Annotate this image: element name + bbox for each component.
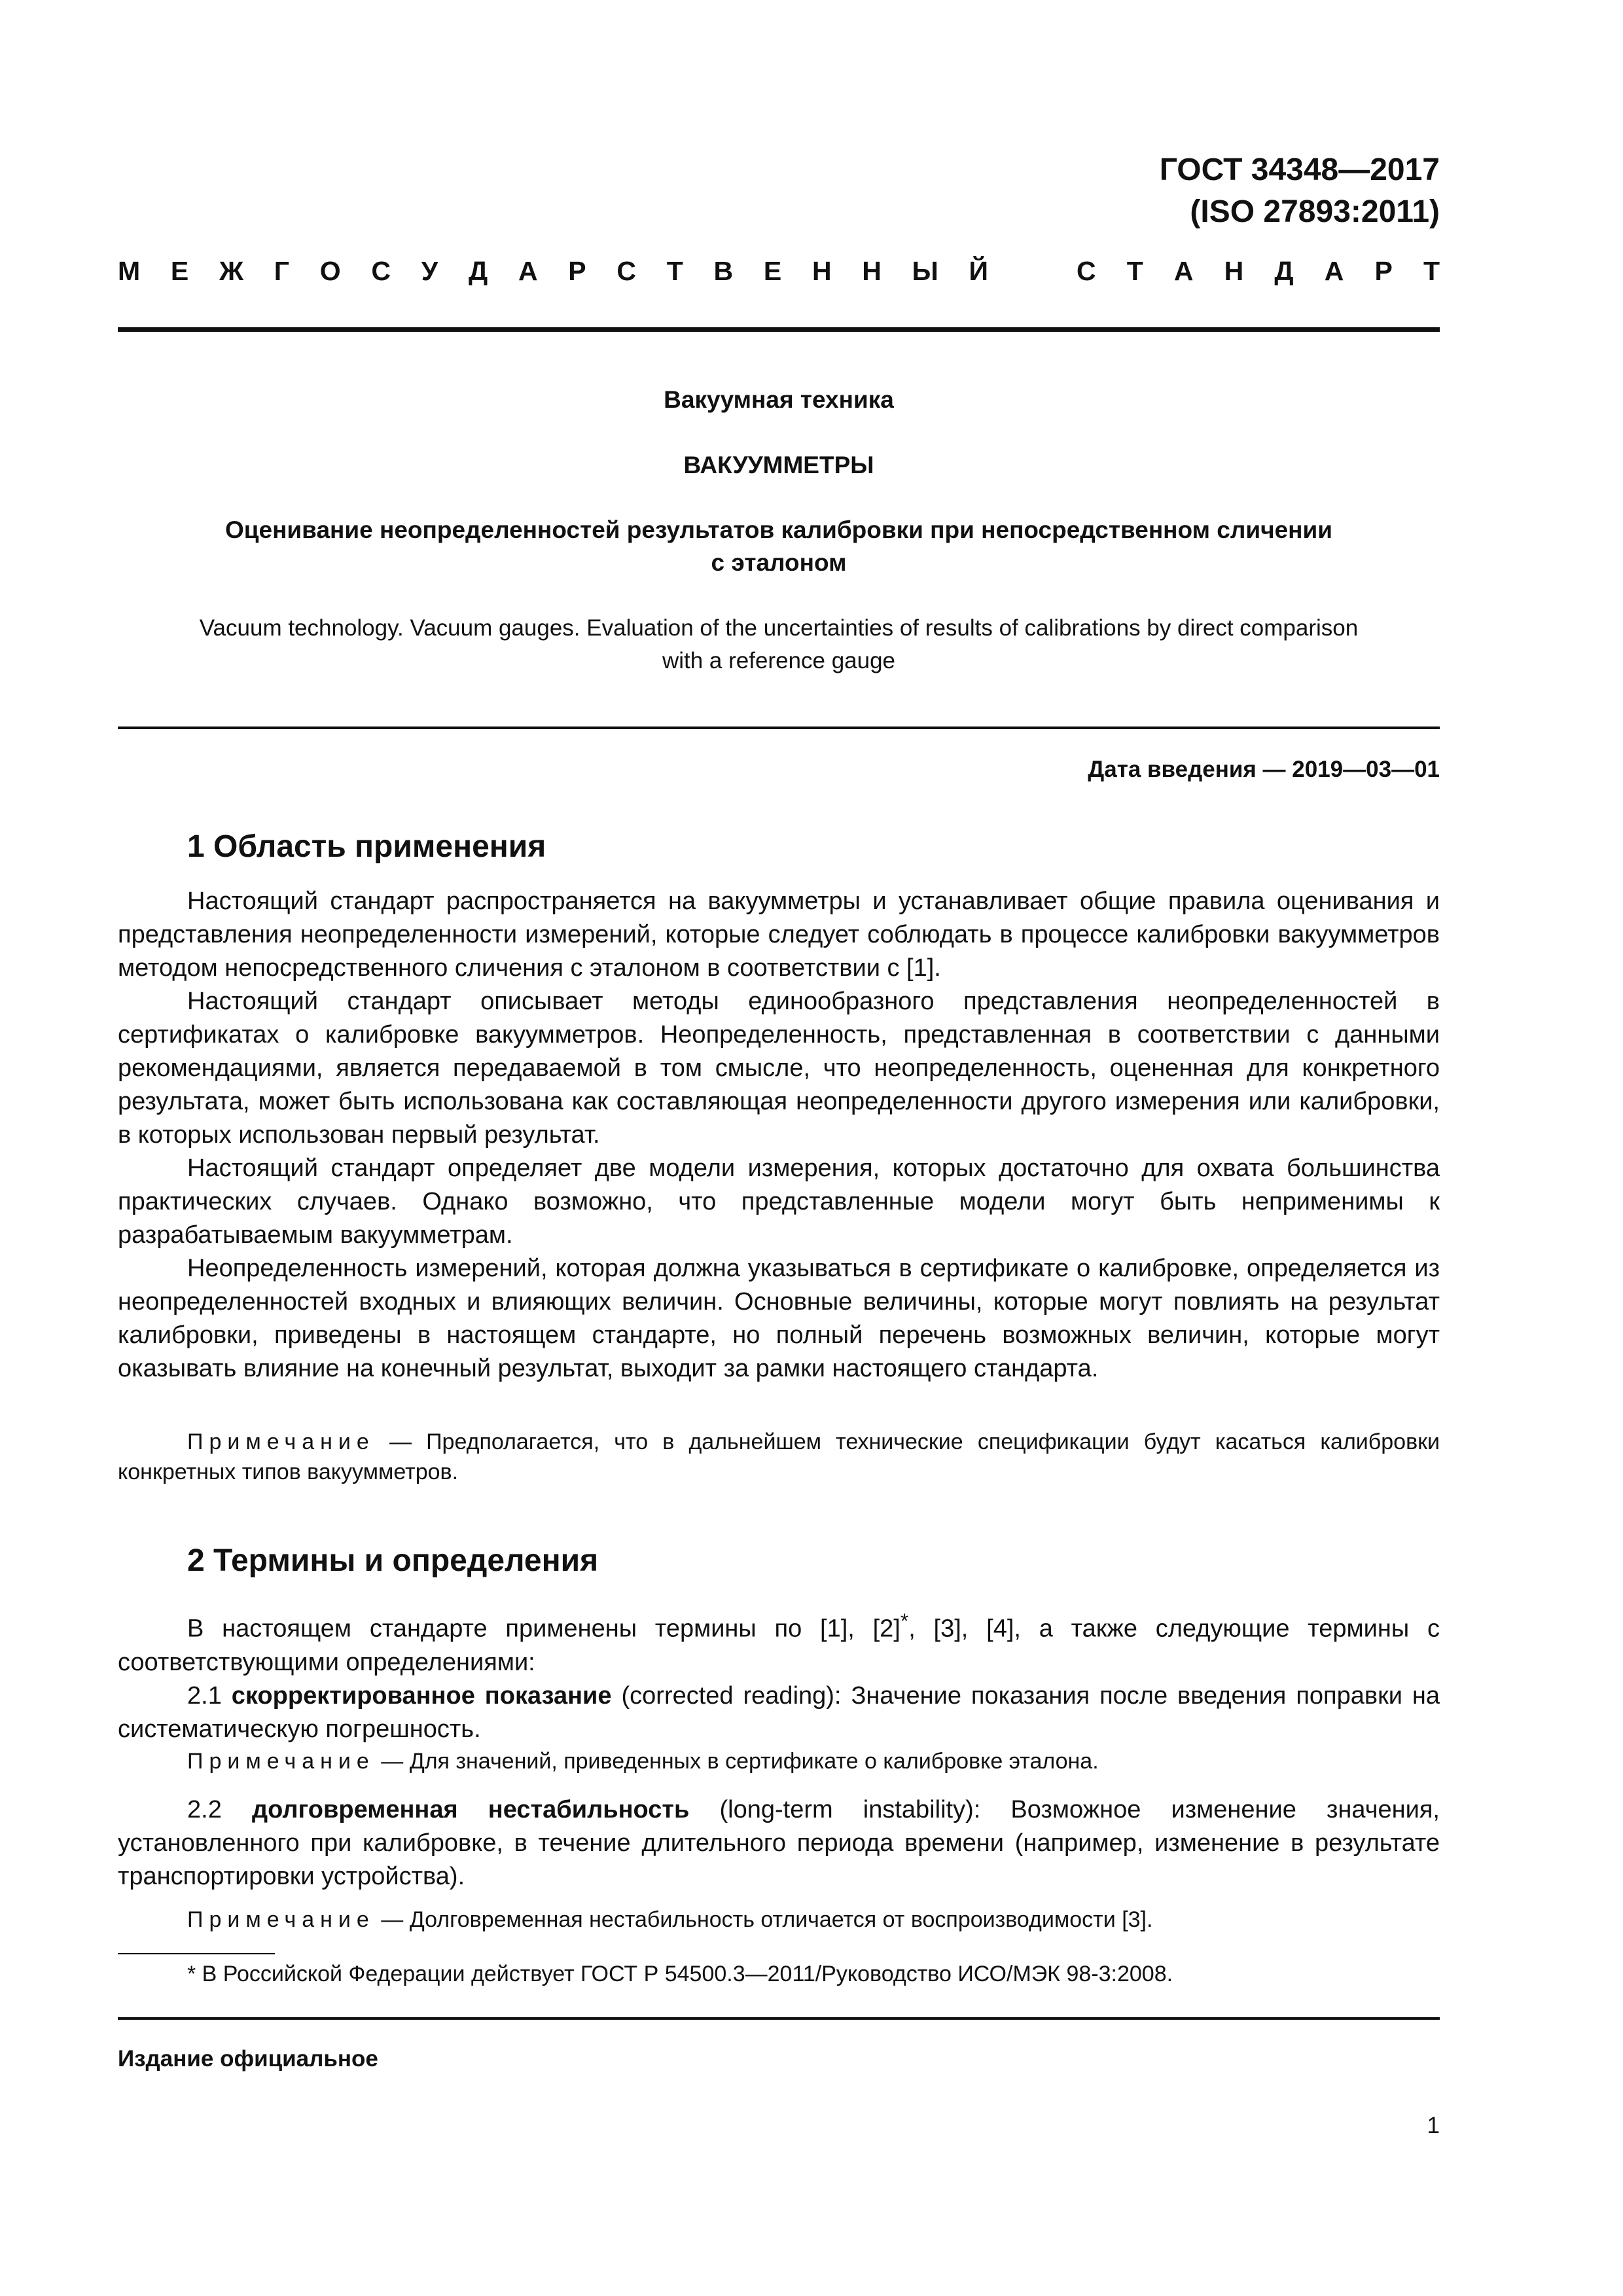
term-text: (corrected reading): Значение показания после введения поправки на систематическую погрешность. <box>118 1681 1440 1743</box>
term-name: долговременная нестабильность <box>251 1796 690 1823</box>
iso-number: (ISO 27893:2011) <box>1190 194 1440 229</box>
footnote-separator <box>118 1953 275 1954</box>
title-main: ВАКУУММЕТРЫ <box>683 452 874 478</box>
paragraph <box>118 1604 1440 1679</box>
document-page <box>118 0 1440 2296</box>
title-subject: Вакуумная техника <box>664 386 894 413</box>
banner-letter: М <box>118 256 141 286</box>
banner-letter: Н <box>1224 256 1244 286</box>
note-label: Примечание <box>187 1749 375 1774</box>
banner-letter: Т <box>666 256 683 286</box>
note-text: — Предполагается, что в дальнейшем технические спецификации будут касаться калибровки конкретных типов вакуумметров. <box>118 1429 1440 1484</box>
section-2-intro <box>118 1604 1440 1746</box>
title-english-line: Vacuum technology. Vacuum gauges. Evaluation of the uncertainties of results of calibrations by direct comparison <box>199 615 1359 641</box>
banner-word-standard <box>1077 254 1440 288</box>
banner-letter: Д <box>1274 256 1294 286</box>
footnote-marker: * <box>900 1609 909 1632</box>
header-divider <box>118 327 1440 332</box>
banner-letter: С <box>1077 256 1096 286</box>
footnote: * В Российской Федерации действует ГОСТ Р 54500.3—2011/Руководство ИСО/МЭК 98-3:2008. <box>187 1962 1173 1986</box>
banner-letter: В <box>713 256 734 286</box>
banner-letter: У <box>421 256 438 286</box>
interstate-standard-banner <box>118 254 1440 288</box>
official-edition-label: Издание официальное <box>118 2046 378 2072</box>
gost-number: ГОСТ 34348—2017 <box>1159 152 1440 187</box>
banner-letter: Р <box>1374 256 1393 286</box>
term-definition <box>118 1793 1440 1893</box>
section-2-note-1 <box>118 1746 1440 1776</box>
title-english-line: with a reference gauge <box>662 648 896 673</box>
banner-letter: Р <box>568 256 586 286</box>
banner-word-interstate <box>118 254 988 288</box>
section-2-term-2 <box>118 1793 1440 1893</box>
banner-letter: А <box>1324 256 1344 286</box>
text-run: , [3], [4], а также следующие термины с соответствующими определениями: <box>118 1615 1440 1676</box>
term-number: 2.1 <box>187 1681 232 1710</box>
title-english <box>118 612 1440 677</box>
paragraph: Настоящий стандарт определяет две модели измерения, которых достаточно для охвата большинства практических случаев. Однако возможно, что представленные модели могут быть неприменимы к разрабатываемым вакуумметрам. <box>118 1155 1440 1249</box>
banner-letter: Д <box>469 256 488 286</box>
note-text: — Для значений, приведенных в сертификате о калибровке эталона. <box>374 1749 1099 1774</box>
banner-letter: С <box>616 256 636 286</box>
banner-letter: Т <box>1126 256 1143 286</box>
banner-letter: О <box>319 256 341 286</box>
standard-number <box>1160 149 1440 233</box>
note-label: Примечание <box>187 1907 375 1932</box>
banner-letter: Е <box>763 256 782 286</box>
section-2-title: 2 Термины и определения <box>187 1543 599 1578</box>
banner-letter: Н <box>862 256 882 286</box>
title-description-line: Оценивание неопределенностей результатов калибровки при непосредственном сличении <box>224 516 1333 543</box>
paragraph: Настоящий стандарт распространяется на вакуумметры и устанавливает общие правила оценивания и представления неопределенности измерений, которые следует соблюдать в процессе калибровки вакуумметров методом непосредственного сличения с эталоном в соответствии с [1]. <box>118 888 1440 982</box>
section-1-title: 1 Область применения <box>187 829 546 864</box>
banner-letter: Г <box>274 256 290 286</box>
paragraph: Неопределенность измерений, которая должна указываться в сертификате о калибровке, определяется из неопределенностей входных и влияющих величин. Основные величины, которые могут повлиять на результат калибровки, приведены в настоящем стандарте, но полный перечень возможных величин, которые могут оказывать влияние на конечный результат, выходит за рамки настоящего стандарта. <box>118 1255 1440 1382</box>
paragraph: Настоящий стандарт описывает методы единообразного представления неопределенностей в сертификатах о калибровке вакуумметров. Неопределенность, представленная в соответствии с данными рекомендациями, является передаваемой в том смысле, что неопределенность, оцененная для конкретного результата, может быть использована как составляющая неопределенности другого измерения или калибровки, в которых использован первый результат. <box>118 988 1440 1149</box>
section-1-note <box>118 1427 1440 1487</box>
term-number: 2.2 <box>187 1796 252 1823</box>
title-divider <box>118 726 1440 729</box>
term-name: скорректированное показание <box>231 1681 612 1710</box>
banner-letter: Ы <box>912 256 938 286</box>
note-text: — Долговременная нестабильность отличается от воспроизводимости [3]. <box>374 1907 1153 1932</box>
section-2-note-2 <box>118 1905 1440 1935</box>
term-text: (long-term instability): Возможное изменение значения, установленного при калибровке, в течение длительного периода времени (например, изменение в результате транспортировки устройства). <box>118 1796 1440 1890</box>
footer-divider <box>118 2017 1440 2020</box>
note-paragraph <box>118 1746 1440 1776</box>
note-paragraph <box>118 1905 1440 1935</box>
banner-letter: Ж <box>219 256 244 286</box>
introduction-date: Дата введения — 2019—03—01 <box>1088 757 1440 782</box>
section-1-body <box>118 885 1440 1386</box>
banner-letter: А <box>518 256 538 286</box>
note-label: Примечание <box>187 1429 375 1454</box>
banner-letter: Т <box>1423 256 1440 286</box>
banner-letter: Й <box>969 256 988 286</box>
text-run: В настоящем стандарте применены термины по [1], [2] <box>187 1615 901 1643</box>
title-description-line: с эталоном <box>711 549 847 576</box>
banner-letter: С <box>371 256 391 286</box>
page-number: 1 <box>1427 2113 1440 2138</box>
term-definition <box>118 1679 1440 1746</box>
note-paragraph <box>118 1427 1440 1487</box>
banner-letter: Н <box>812 256 832 286</box>
banner-letter: Е <box>170 256 189 286</box>
title-description <box>118 514 1440 579</box>
banner-letter: А <box>1173 256 1194 286</box>
